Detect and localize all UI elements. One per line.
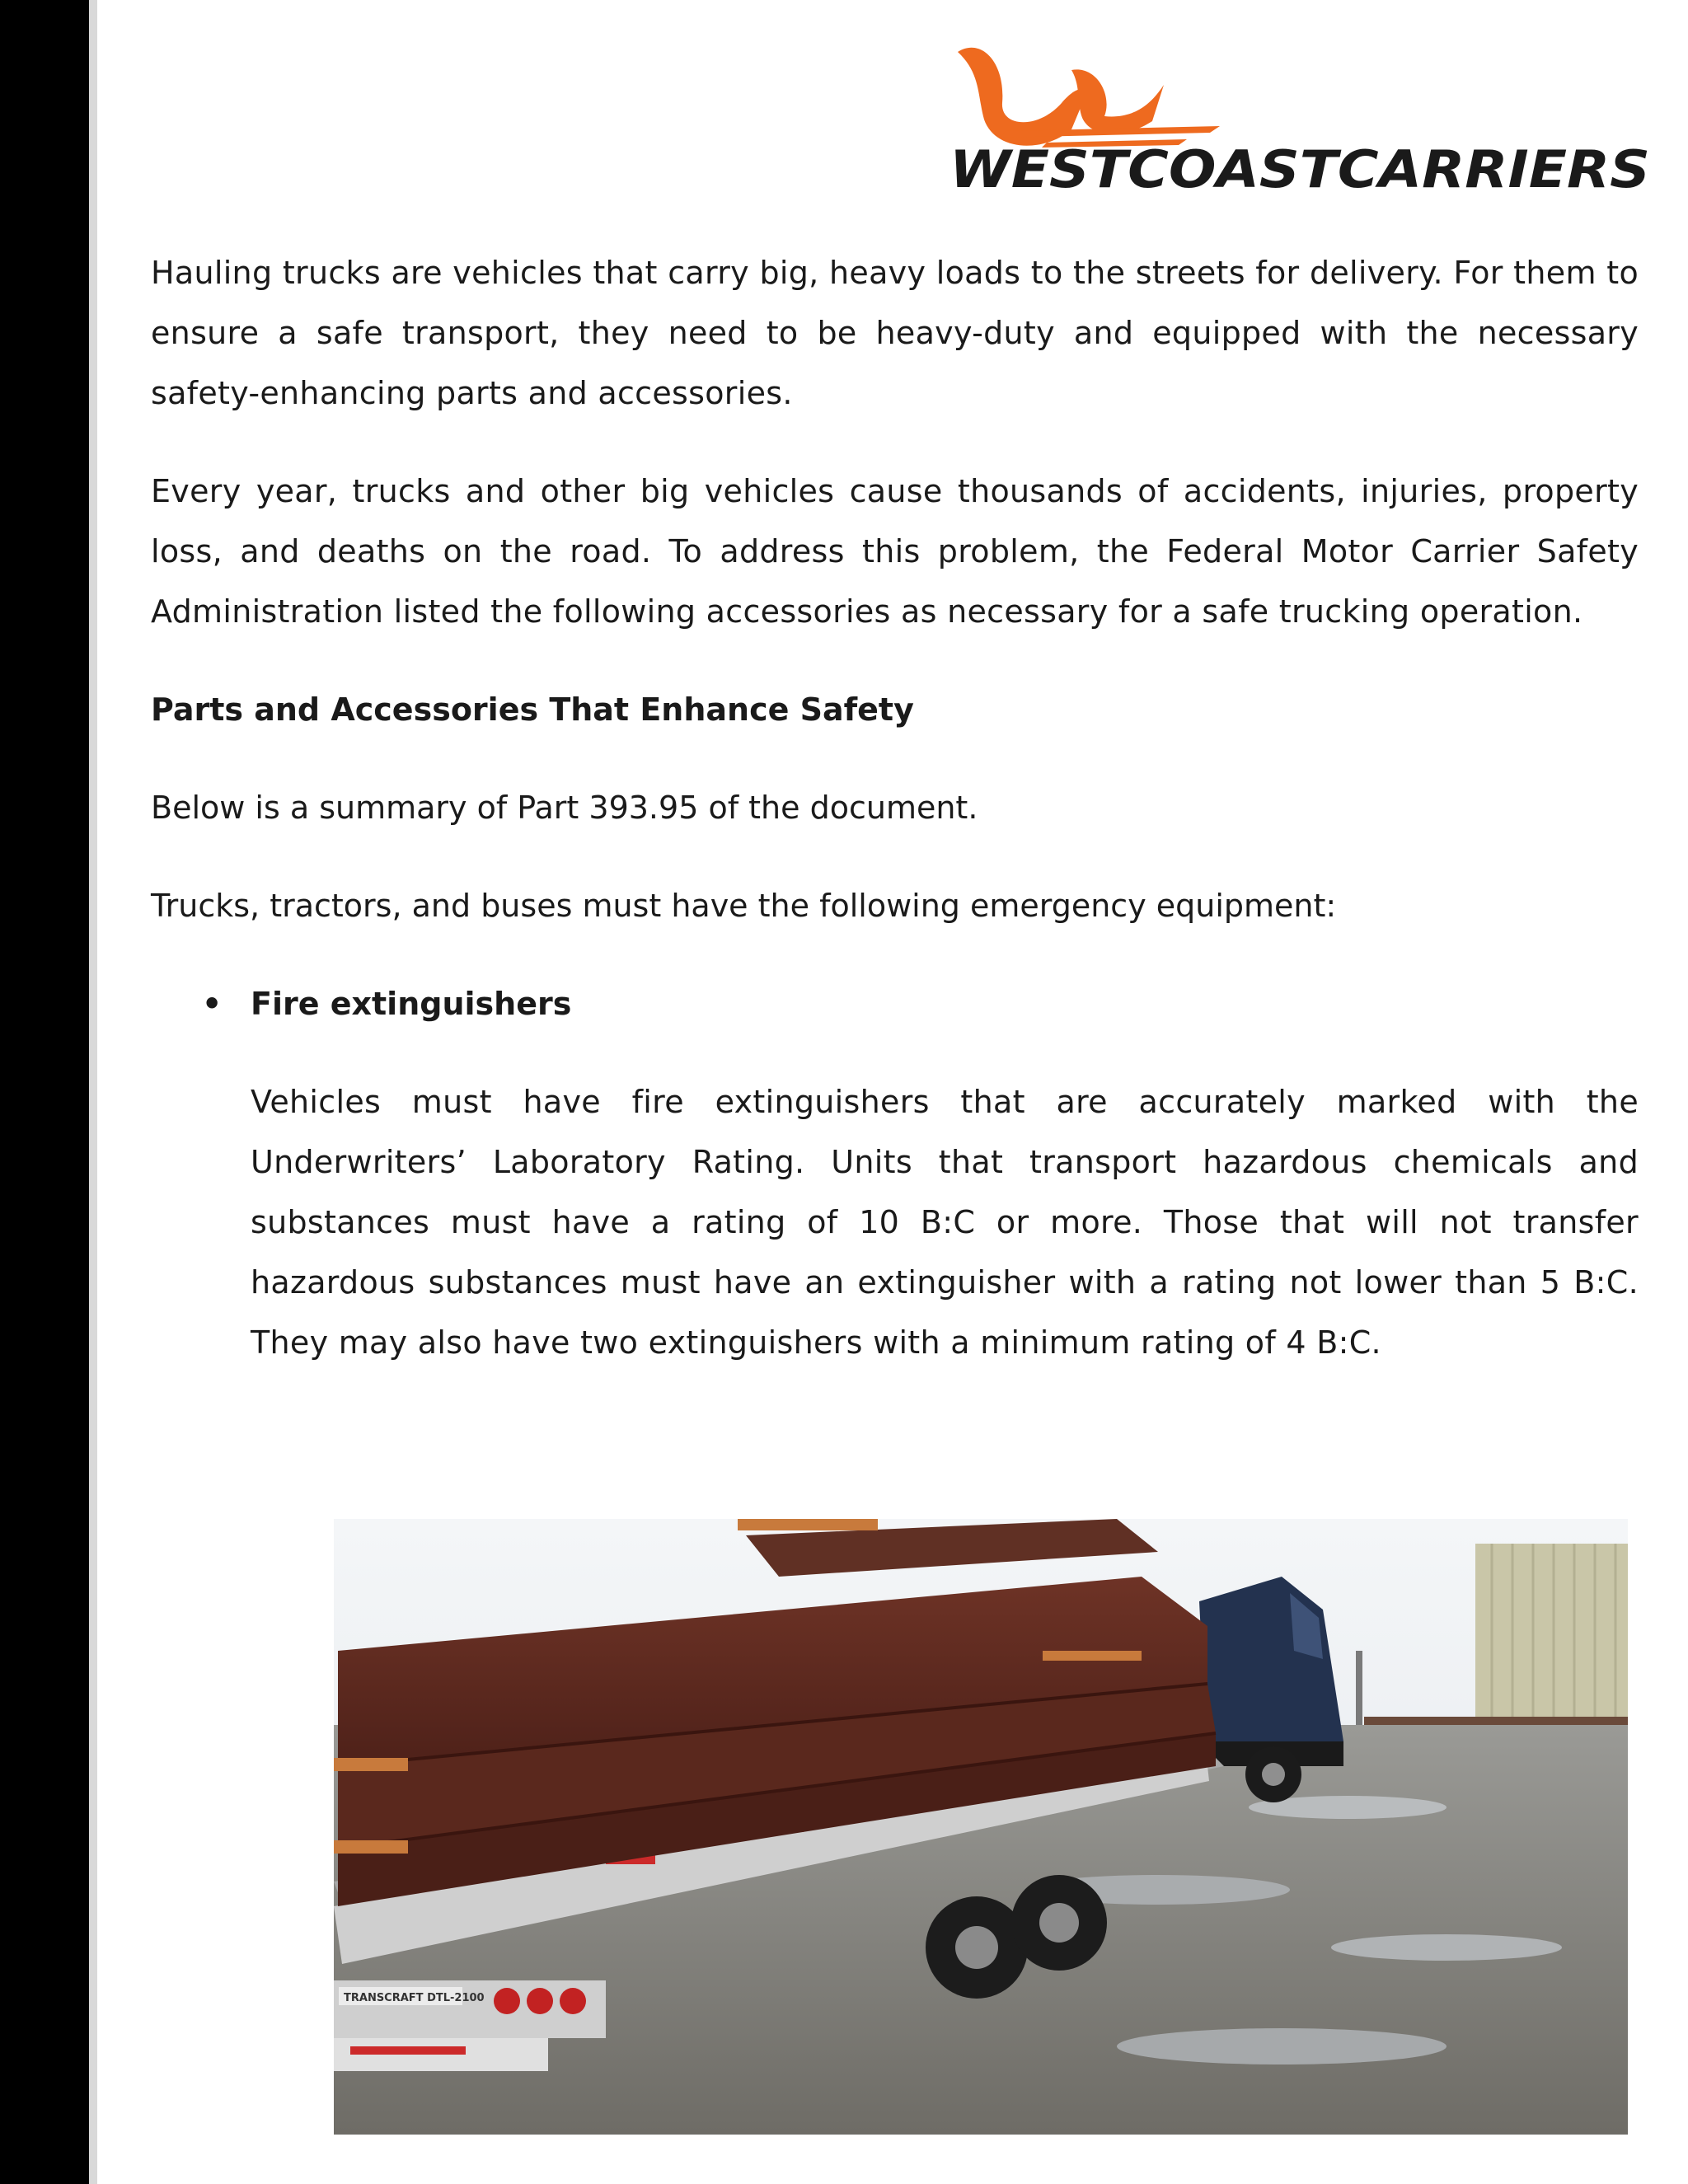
bullet-body: Vehicles must have fire extinguishers that are accurately marked with the Underwriters’ Laboratory Rating. Units that transport hazardous chemicals and substances must have a rating of 10 B:C or more. Those that will not transfer hazardous substances must have an extinguisher with a rating not lower than 5 B:C. They may also have two extinguishers with a minimum rating of 4 B:C. bbox=[251, 1084, 1639, 1361]
wave-logo-icon bbox=[958, 48, 1220, 148]
bullet-title: Fire extinguishers bbox=[251, 986, 572, 1022]
summary-line: Below is a summary of Part 393.95 of the document. bbox=[151, 790, 978, 826]
flatbed-truck-photo bbox=[334, 1519, 1628, 2135]
left-margin-bar-edge bbox=[89, 0, 97, 2184]
bullet-icon: • bbox=[202, 986, 223, 1022]
bullet-item-fire-extinguishers bbox=[151, 974, 1639, 1034]
left-margin-bar bbox=[0, 0, 89, 2184]
intro-paragraph-2: Every year, trucks and other big vehicles cause thousands of accidents, injuries, property loss, and deaths on the road. To address this problem, the Federal Motor Carrier Safety Administration listed the following accessories as necessary for a safe trucking operation. bbox=[151, 473, 1639, 630]
lead-line: Trucks, tractors, and buses must have the following emergency equipment: bbox=[151, 888, 1337, 924]
document-body bbox=[151, 243, 1639, 1411]
intro-paragraph-1: Hauling trucks are vehicles that carry big, heavy loads to the streets for delivery. For them to ensure a safe transport, they need to be heavy-duty and equipped with the necessary safety-enhancing parts and accessories. bbox=[151, 255, 1639, 411]
trailer-label: TRANSCRAFT DTL-2100 bbox=[344, 1992, 485, 2004]
logo-wordmark: WESTCOASTCARRIERS bbox=[950, 139, 1650, 199]
section-heading: Parts and Accessories That Enhance Safety bbox=[151, 691, 914, 728]
west-coast-carriers-logo bbox=[948, 37, 1657, 202]
